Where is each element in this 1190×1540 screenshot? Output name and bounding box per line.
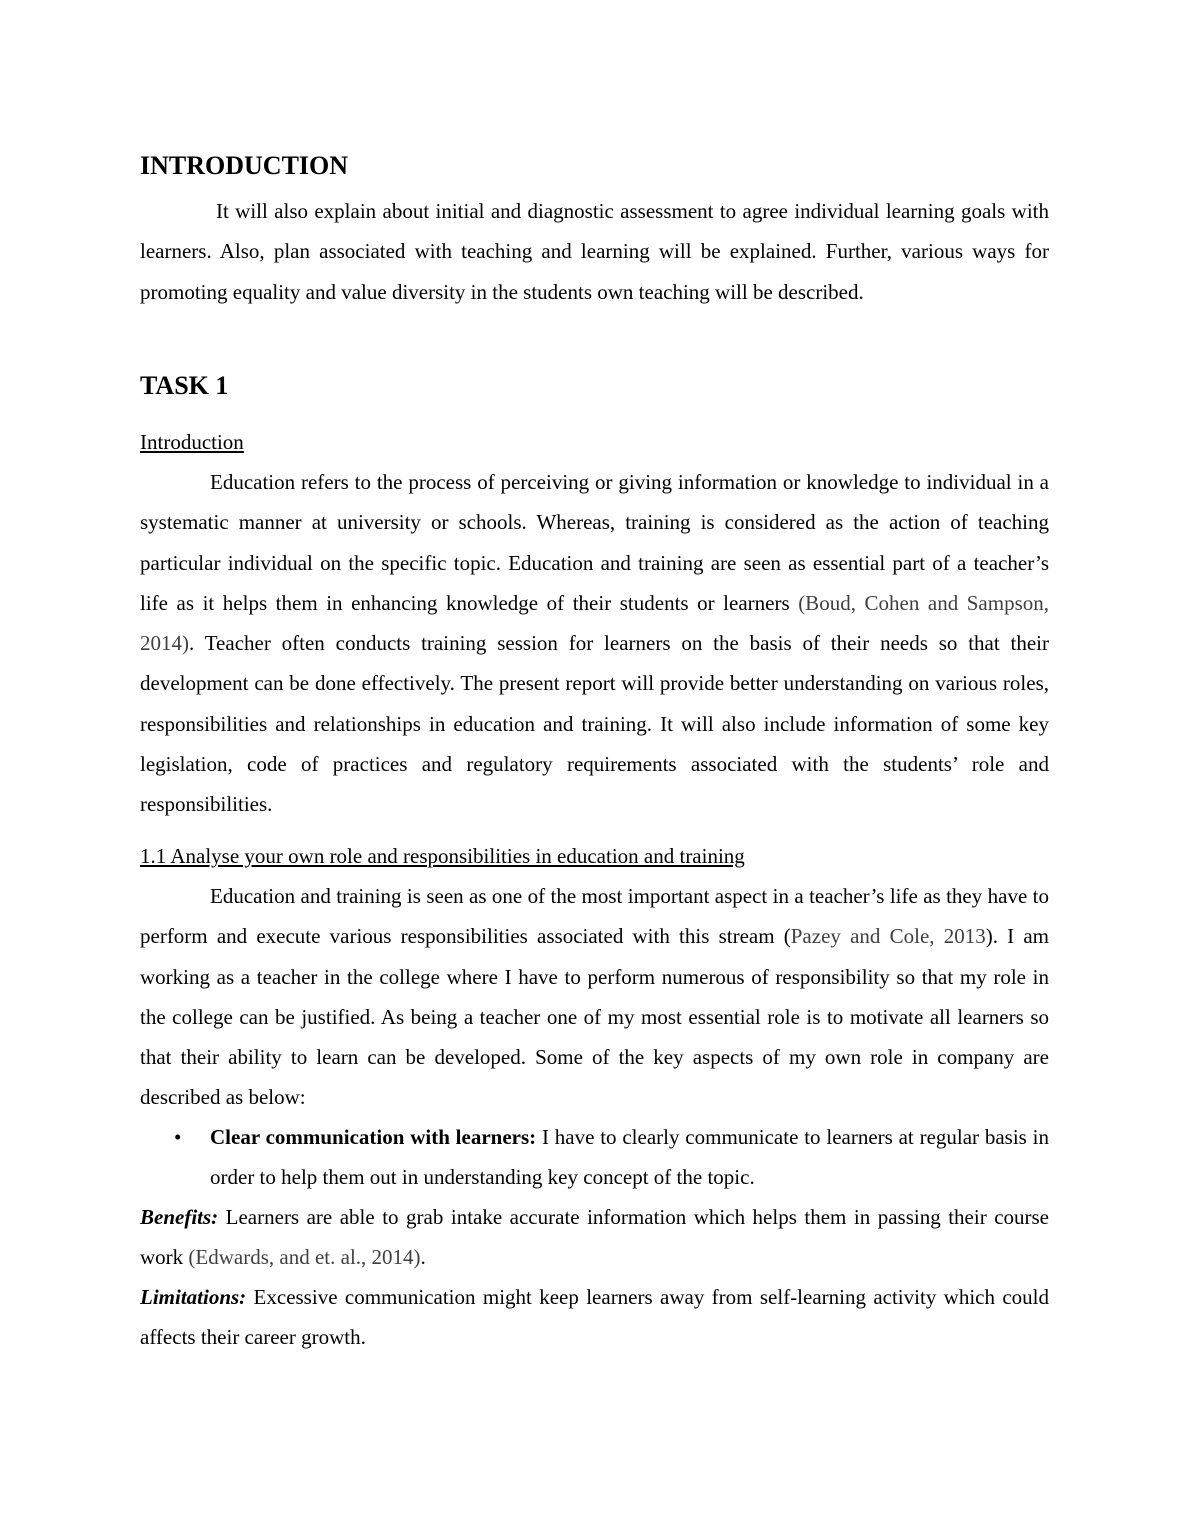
citation-pazey: Pazey and Cole, 2013 <box>790 924 986 949</box>
limitations-paragraph <box>140 1277 1049 1358</box>
bullet-body: I have to clearly communicate to learners at regular basis in order to help them out in understanding key concept of the topic. <box>210 1125 1049 1190</box>
bullet-text <box>210 1117 1049 1198</box>
benefits-label: Benefits: <box>140 1205 219 1229</box>
benefits-end: . <box>420 1245 426 1270</box>
section-1-1-subheading: 1.1 Analyse your own role and responsibilities in education and training <box>140 844 745 868</box>
limitations-label: Limitations: <box>140 1285 247 1309</box>
section-1-1-text-1: Education and training is seen as one of the most important aspect in a teacher’s life as they have to perform and execute various responsibilities associated with this stream ( <box>140 884 1049 949</box>
section-1-1-text-2: ). I am working as a teacher in the college where I have to perform numerous of responsibility so that my role in the college can be justified. As being a teacher one of my most essential role is to motivate all learners so that their ability to learn can be developed. Some of the key aspects of my own role in company are described as below: <box>140 924 1049 1110</box>
task1-heading: TASK 1 <box>140 371 229 400</box>
introduction-heading: INTRODUCTION <box>140 151 349 180</box>
section-1-1-paragraph <box>140 876 1049 1118</box>
benefits-paragraph <box>140 1197 1049 1278</box>
bullet-icon: • <box>174 1125 182 1149</box>
benefits-text: Learners are able to grab intake accurate information which helps them in passing their course work <box>140 1205 1049 1270</box>
citation-boud: (Boud, Cohen and Sampson, 2014) <box>140 590 1050 656</box>
citation-edwards: (Edwards, and et. al., 2014) <box>188 1245 421 1270</box>
introduction-paragraph: It will also explain about initial and diagnostic assessment to agree individual learning goals with learners. Also, plan associated with teaching and learning will be explained. Further, various ways for promoting equality and value diversity in the students own teaching will be described. <box>140 199 1049 304</box>
bullet-title: Clear communication with learners: <box>210 1125 537 1149</box>
task1-intro-paragraph <box>140 462 1049 825</box>
limitations-text: Excessive communication might keep learners away from self-learning activity which could affects their career growth. <box>140 1285 1049 1350</box>
task1-intro-text-2: . Teacher often conducts training session for learners on the basis of their needs so that their development can be done effectively. The present report will provide better understanding on various roles, responsibilities and relationships in education and training. It will also include information of some key legislation, code of practices and regulatory requirements associated with the students’ role and responsibilities. <box>140 631 1049 817</box>
task1-intro-text-1: Education refers to the process of perceiving or giving information or knowledge to individual in a systematic manner at university or schools. Whereas, training is considered as the action of teaching particular individual on the specific topic. Education and training are seen as essential part of a teacher’s life as it helps them in enhancing knowledge of their students or learners <box>140 470 1049 615</box>
task1-intro-subheading: Introduction <box>140 430 244 454</box>
